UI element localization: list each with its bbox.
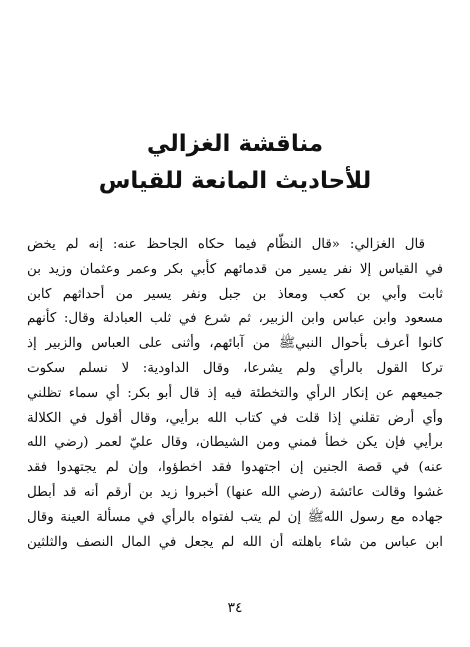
- paragraph-line: برأيي فإن يكن خطأ فمني ومن الشيطان، وقال عليّ لعمر (رضي الله: [27, 435, 443, 451]
- paragraph-line: جهاده مع رسول اللهﷺ إن لم يتب لفتواه بالرأي في مسألة العينة وقال: [27, 509, 443, 525]
- paragraph-line: عنه) في قصة الجنين إن اجتهدوا فقد اخطؤوا، وإن لم يجتهدوا فقد: [27, 460, 443, 476]
- paragraph-line: في القياس إلا نفر يسير من قدمائهم كأبي بكر وعمر وعثمان وزيد بن: [27, 261, 443, 277]
- paragraph-line: ابن عباس من شاء باهلته أن الله لم يجعل في المال النصف والثلثين: [27, 534, 443, 550]
- chapter-title-line-1: مناقشة الغزالي: [146, 131, 324, 157]
- chapter-title: [0, 126, 470, 200]
- paragraph-line: ثابت وأبي بن كعب ومعاذ بن جبل ونفر يسير من أحداثهم كابن: [27, 286, 443, 302]
- paragraph-line: تركا القول بالرأي ولم يشرعا، وقال الداودية: لا نسلم سكوت: [27, 360, 443, 376]
- chapter-title-line-2: للأحاديث المانعة للقياس: [98, 168, 372, 194]
- paragraph-line: وأي أرض تقلني إذا قلت في كتاب الله برأيي، وقال أقول في الكلالة: [27, 410, 443, 426]
- paragraph-line: كانوا أعرف بأحوال النبيﷺ من آبائهم، وأثنى على العباس والزبير إذ: [27, 336, 443, 352]
- paragraph-line: جميعهم عن إنكار الرأي والتخطئة فيه إذ قال أبو بكر: أي سماء تظلني: [27, 385, 443, 401]
- paragraph-line: مسعود وابن عباس وابن الزبير، ثم شرع في ثلب العبادلة وقال: كأنهم: [27, 311, 443, 327]
- page-number: ٣٤: [227, 600, 243, 616]
- paragraph-line: غشوا وقالت عائشة (رضي الله عنها) أخبروا زيد بن أرقم أنه قد أبطل: [27, 484, 443, 500]
- body-paragraph: [27, 233, 443, 555]
- paragraph-line: قال الغزالي: «قال النظّام فيما حكاه الجاحظ عنه: إنه لم يخض: [27, 237, 425, 252]
